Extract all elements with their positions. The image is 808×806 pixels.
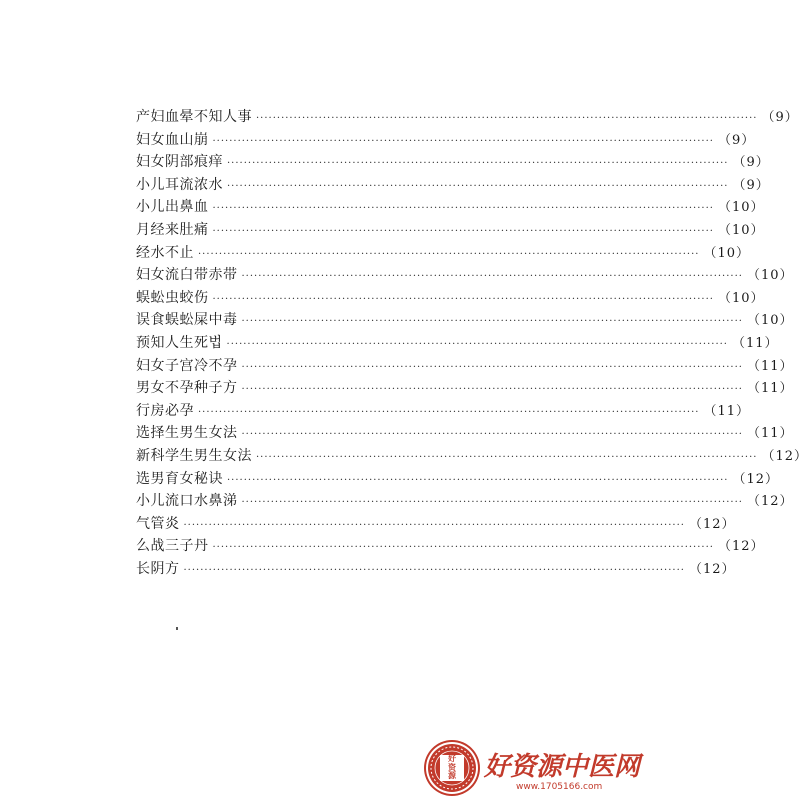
toc-entry-page: （11）: [746, 381, 794, 397]
toc-entry-title: 选男育女秘诀: [136, 470, 223, 487]
toc-entry: [136, 377, 794, 400]
toc-entry: [136, 422, 794, 445]
toc-entry-page: （9）: [761, 110, 799, 125]
toc-leader-dots: ························································································································: [241, 497, 743, 509]
toc-entry: [136, 400, 750, 423]
seal-char: 源: [448, 771, 456, 781]
toc-leader-dots: ························································································································: [212, 203, 714, 215]
toc-entry-title: 小儿耳流浓水: [136, 176, 223, 193]
watermark-site-name: 好资源中医网: [484, 752, 641, 782]
toc-leader-dots: ························································································································: [198, 248, 700, 260]
toc-entry-page: （11）: [731, 335, 779, 351]
toc-entry-title: 男女不孕种子方: [136, 380, 238, 397]
seal-char: 好: [448, 754, 456, 763]
toc-entry-title: 选择生男生女法: [136, 425, 238, 442]
toc-entry-title: 妇女血山崩: [136, 131, 209, 148]
toc-entry-title: 行房必孕: [136, 402, 194, 419]
watermark: [422, 742, 641, 802]
toc-leader-dots: ························································································································: [241, 429, 743, 441]
toc-entry-page: （10）: [703, 245, 750, 261]
toc-entry-title: 小儿流口水鼻涕: [136, 493, 238, 510]
toc-leader-dots: ························································································································: [227, 158, 729, 170]
toc-entry-page: （9）: [717, 132, 756, 148]
toc-entry: [136, 445, 808, 468]
toc-leader-dots: ························································································································: [241, 361, 743, 373]
toc-entry-page: （10）: [717, 222, 765, 238]
toc-entry: [136, 490, 794, 513]
toc-leader-dots: ························································································································: [212, 135, 714, 147]
toc-entry-page: （12）: [717, 539, 765, 555]
toc-entry: [136, 468, 779, 491]
toc-entry-title: 新科学生男生女法: [136, 447, 252, 464]
toc-entry-page: （11）: [746, 426, 794, 442]
toc-entry: [136, 513, 736, 536]
toc-entry-title: 妇女子宫冷不孕: [136, 357, 238, 374]
toc-entry-title: 月经来肚痛: [136, 221, 209, 238]
toc-leader-dots: ························································································································: [241, 384, 743, 396]
toc-leader-dots: ························································································································: [212, 293, 714, 305]
toc-entry-title: 产妇血晕不知人事: [136, 109, 252, 125]
toc-entry: [136, 174, 770, 197]
toc-leader-dots: ························································································································: [256, 113, 758, 124]
seal-logo: [428, 744, 476, 792]
toc-leader-dots: ························································································································: [212, 542, 714, 554]
seal-char: 资: [448, 762, 456, 772]
toc-leader-dots: ························································································································: [212, 225, 714, 237]
toc-entry-page: （12）: [746, 494, 794, 510]
toc-entry: [136, 196, 765, 219]
toc-entry-title: 长阴方: [136, 560, 180, 577]
toc-entry: [136, 219, 765, 242]
toc-entry-title: 气管炎: [136, 515, 180, 532]
table-of-contents: [136, 106, 808, 580]
toc-entry-page: （10）: [746, 268, 794, 284]
toc-entry: [136, 355, 794, 378]
stray-ink-mark: [176, 627, 178, 630]
toc-entry: [136, 309, 794, 332]
toc-leader-dots: ························································································································: [241, 271, 743, 283]
toc-entry-page: （9）: [732, 177, 770, 193]
toc-entry-title: 妇女阴部痕痒: [136, 154, 223, 171]
watermark-url: www.1705166.com: [516, 782, 603, 792]
toc-entry-page: （11）: [746, 358, 794, 374]
toc-entry-title: 预知人生死법: [136, 334, 223, 351]
toc-entry-page: （12）: [688, 516, 736, 532]
toc-entry: [136, 264, 794, 287]
toc-entry: [136, 129, 756, 152]
toc-entry-page: （9）: [732, 155, 770, 171]
toc-entry-title: 么战三子丹: [136, 538, 209, 555]
toc-leader-dots: ························································································································: [183, 519, 685, 531]
toc-entry: [136, 535, 765, 558]
toc-entry: [136, 151, 770, 174]
toc-entry: [136, 287, 765, 310]
toc-leader-dots: ························································································································: [226, 338, 728, 350]
toc-entry-title: 妇女流白带赤带: [136, 267, 238, 284]
toc-entry: [136, 332, 779, 355]
toc-leader-dots: ························································································································: [183, 564, 685, 576]
toc-entry-title: 经水不止: [136, 244, 194, 261]
toc-leader-dots: ························································································································: [227, 474, 729, 486]
toc-entry-page: （12）: [688, 561, 736, 577]
toc-leader-dots: ························································································································: [241, 316, 743, 328]
seal-text: [440, 755, 464, 781]
toc-leader-dots: ························································································································: [256, 451, 758, 463]
toc-entry-page: （10）: [746, 313, 794, 329]
toc-entry-page: （10）: [717, 200, 765, 216]
toc-entry: [136, 106, 799, 129]
toc-entry: [136, 242, 750, 265]
toc-entry-page: （11）: [703, 403, 750, 419]
toc-entry-page: （12）: [732, 471, 779, 487]
toc-entry: [136, 558, 736, 581]
toc-leader-dots: ························································································································: [198, 406, 700, 418]
toc-entry-page: （10）: [717, 290, 765, 306]
toc-entry-title: 误食蜈蚣屎中毒: [136, 312, 238, 329]
toc-leader-dots: ························································································································: [227, 180, 729, 192]
toc-entry-page: （12）: [761, 448, 808, 464]
toc-entry-title: 小儿出鼻血: [136, 199, 209, 216]
toc-entry-title: 蜈蚣虫蛟伤: [136, 289, 209, 306]
